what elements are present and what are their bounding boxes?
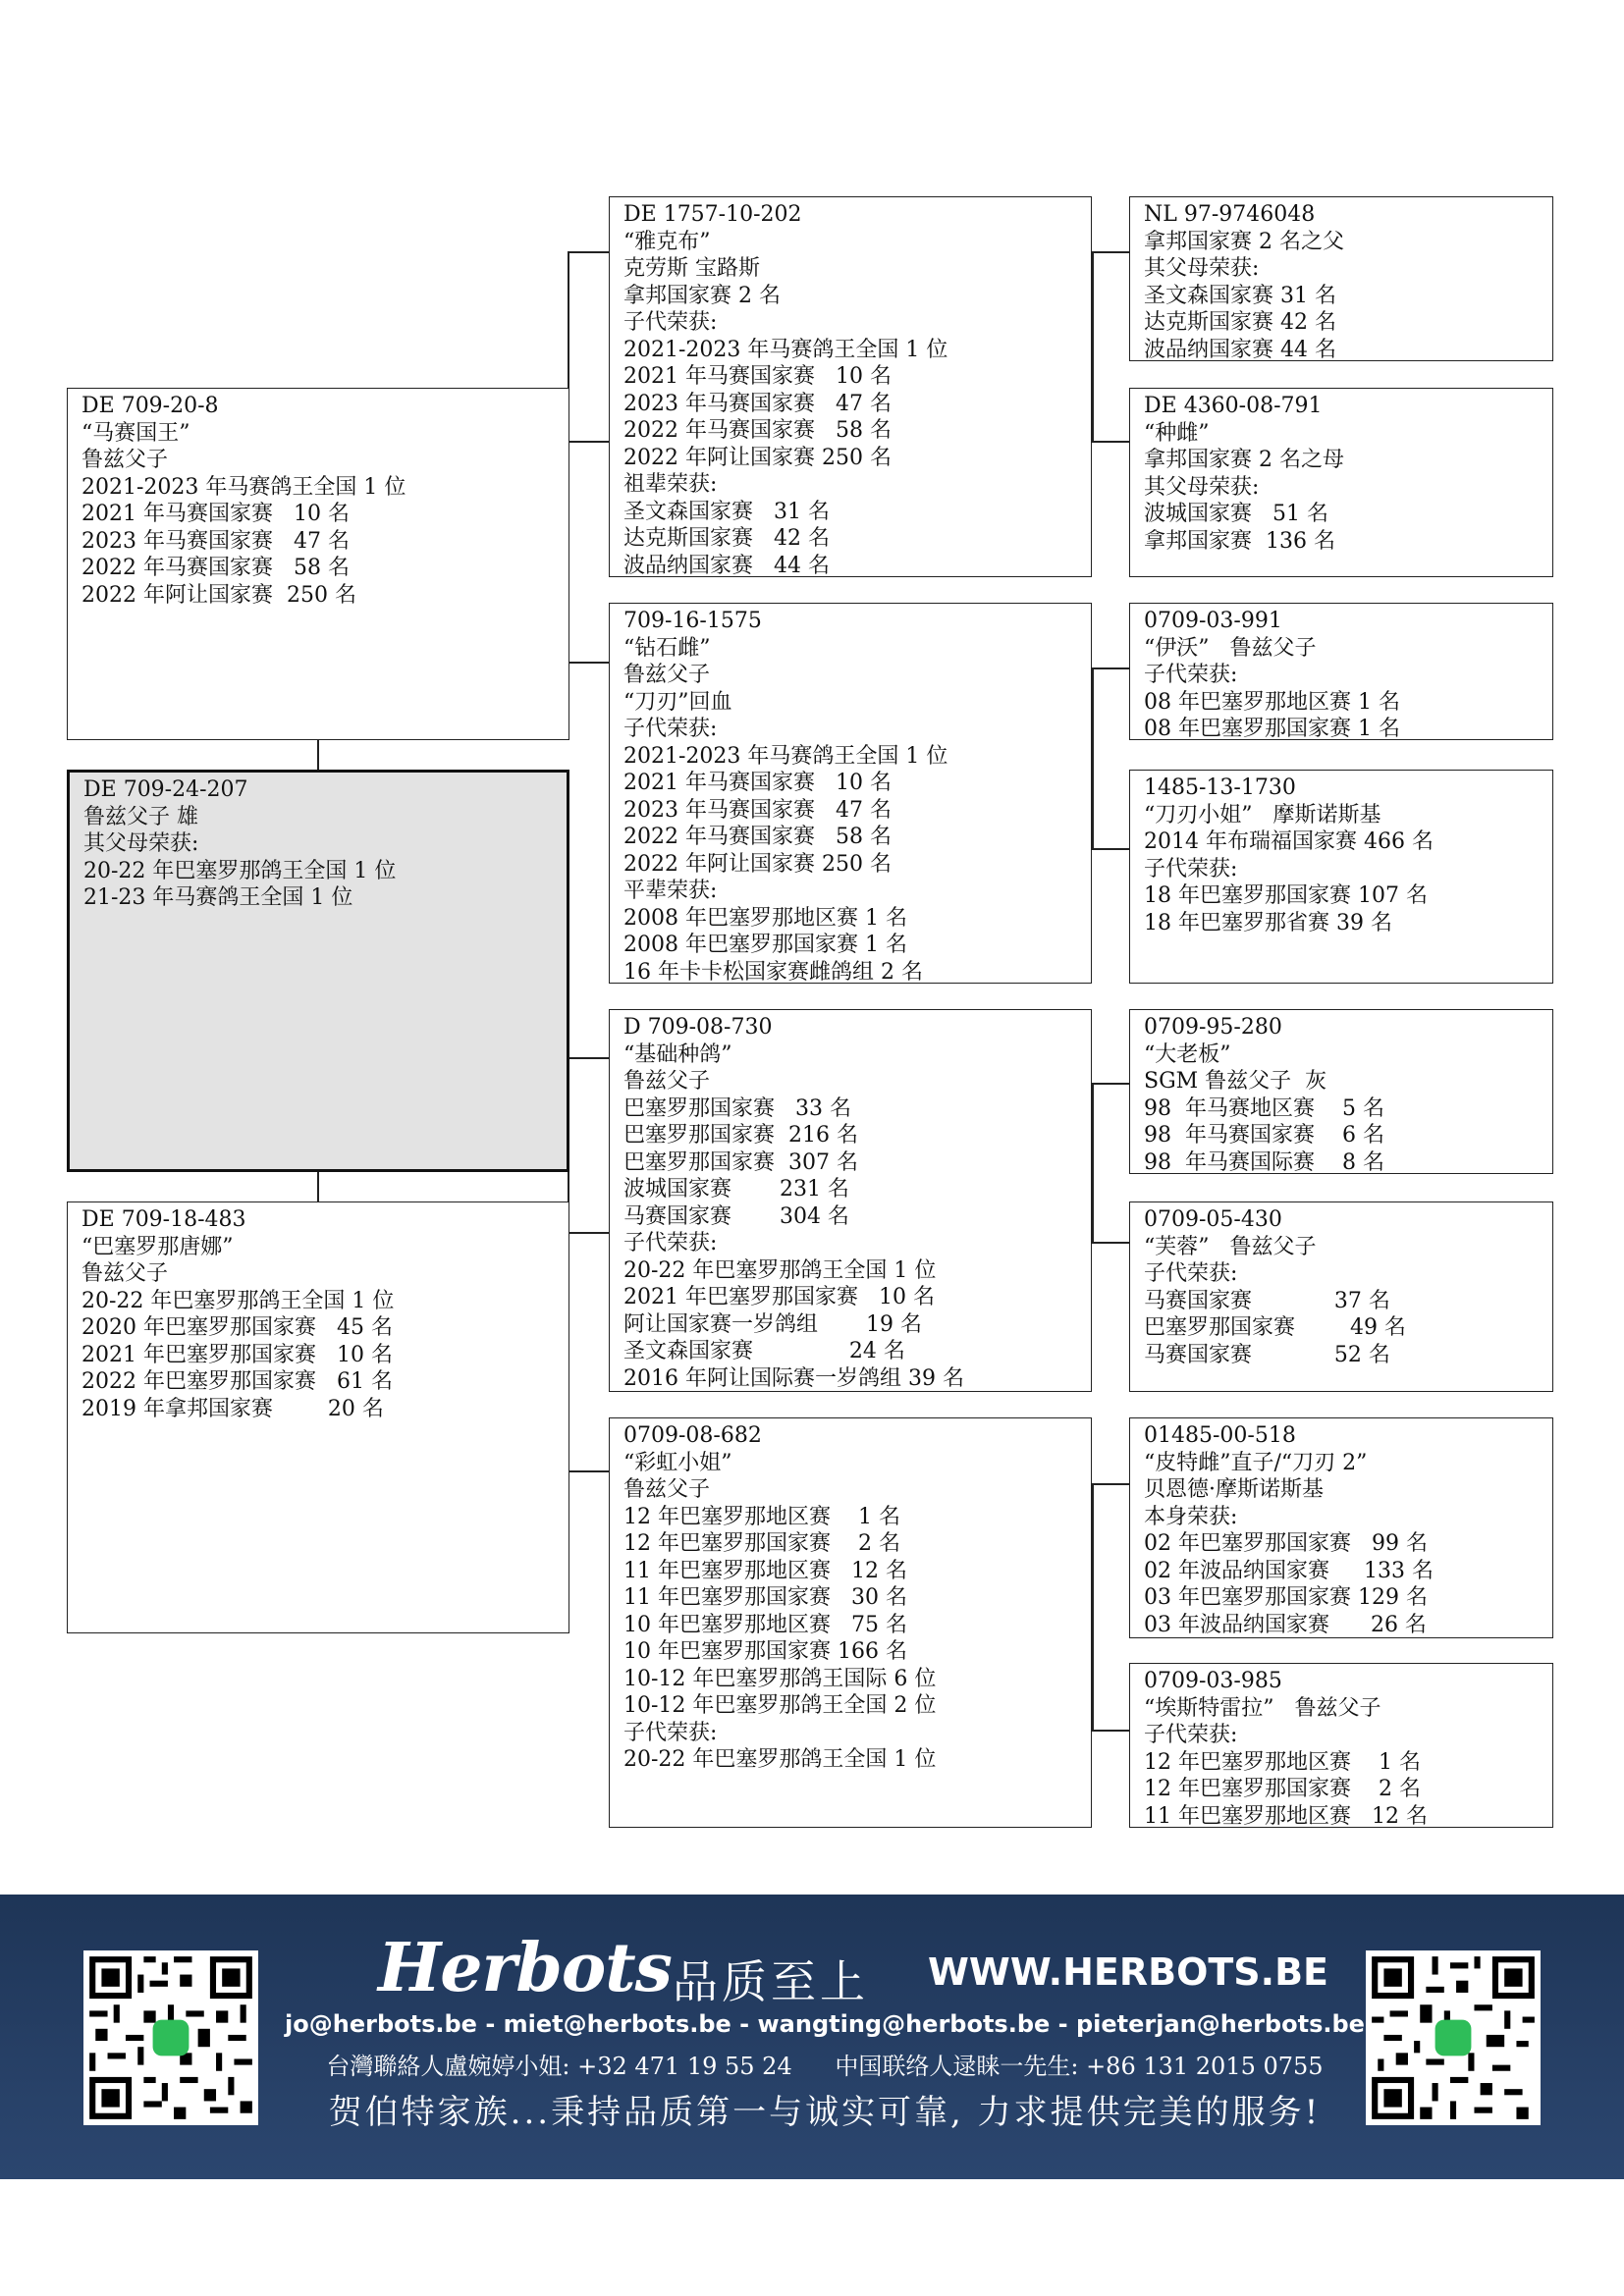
- card-line: 子代荣获:: [623, 717, 718, 741]
- ring-number: 0709-05-430: [1144, 1207, 1282, 1232]
- card-line: 2023 年马赛国家赛 47 名: [623, 391, 892, 416]
- card-line: 巴塞罗那国家赛 307 名: [623, 1149, 858, 1175]
- card-line: 2021 年巴塞罗那国家赛 10 名: [623, 1285, 935, 1309]
- card-line: 10-12 年巴塞罗那鸽王国际 6 位: [623, 1666, 937, 1691]
- connector: [1090, 667, 1129, 669]
- connector: [568, 1470, 609, 1472]
- connector: [317, 1172, 319, 1201]
- ring-number: 0709-03-985: [1144, 1669, 1282, 1693]
- ring-number: NL 97-9746048: [1144, 202, 1316, 227]
- card-line: 贝恩德·摩斯诺斯基: [1144, 1477, 1324, 1502]
- connector: [1090, 251, 1129, 253]
- connector: [317, 740, 319, 770]
- card-line: 2021 年巴塞罗那国家赛 10 名: [81, 1342, 393, 1367]
- card-line: 2016 年阿让国际赛一岁鸽组 39 名: [623, 1365, 964, 1391]
- motto: 贺伯特家族...秉持品质第一与诚实可靠, 力求提供完美的服务!: [328, 2093, 1322, 2132]
- card-line: 12 年巴塞罗那地区赛 1 名: [623, 1504, 900, 1529]
- card-line: 11 年巴塞罗那地区赛 12 名: [1144, 1803, 1428, 1829]
- footer-banner: [0, 1895, 1624, 2179]
- contact-china: 中国联络人逯睐一先生: +86 131 2015 0755: [835, 2053, 1324, 2080]
- card-line: 08 年巴塞罗那地区赛 1 名: [1144, 689, 1400, 715]
- connector: [1090, 1083, 1129, 1085]
- card-line: 2020 年巴塞罗那国家赛 45 名: [81, 1315, 393, 1340]
- qr-code-graphic: [83, 1950, 258, 2125]
- card-line: 02 年波品纳国家赛 133 名: [1144, 1558, 1434, 1583]
- card-line: 20-22 年巴塞罗那鸽王全国 1 位: [623, 1747, 937, 1772]
- herbots-logo: Herbots: [378, 1929, 672, 2007]
- card-line: 2022 年巴塞罗那国家赛 61 名: [81, 1369, 393, 1394]
- card-line: 98 年马赛国家赛 6 名: [1144, 1123, 1384, 1148]
- card-line: 12 年巴塞罗那国家赛 2 名: [623, 1531, 900, 1556]
- card-line: 2023 年马赛国家赛 47 名: [623, 797, 892, 823]
- card-line: 波品纳国家赛 44 名: [1144, 337, 1336, 362]
- ring-number: 0709-95-280: [1144, 1015, 1282, 1040]
- connector: [1092, 1242, 1129, 1244]
- card-line: 18 年巴塞罗那省赛 39 名: [1144, 910, 1392, 935]
- ring-number: 709-16-1575: [623, 609, 762, 633]
- card-line: 2023 年马赛国家赛 47 名: [81, 528, 350, 554]
- card-line: 本身荣获:: [1144, 1504, 1238, 1529]
- card-line: 克劳斯 宝路斯: [623, 256, 760, 281]
- card-line: “刀刃”回血: [623, 689, 732, 715]
- card-line: 阿让国家赛一岁鸽组 19 名: [623, 1311, 922, 1337]
- card-line: 10 年巴塞罗那地区赛 75 名: [623, 1612, 907, 1637]
- card-line: 巴塞罗那国家赛 216 名: [623, 1123, 858, 1148]
- card-line: 鲁兹父子 雄: [83, 804, 198, 829]
- dsd-card: [1129, 1201, 1553, 1392]
- card-line: “种雌”: [1144, 420, 1210, 446]
- card-line: 2022 年阿让国家赛 250 名: [623, 445, 892, 470]
- card-line: 2008 年巴塞罗那地区赛 1 名: [623, 905, 907, 931]
- subject-card: [67, 770, 569, 1172]
- sss-card: [1129, 196, 1553, 361]
- card-line: 祖辈荣获:: [623, 472, 718, 497]
- ring-number: DE 709-20-8: [81, 394, 219, 418]
- sds-card: [1129, 603, 1553, 740]
- card-line: 拿邦国家赛 2 名之母: [1144, 448, 1344, 472]
- slogan: 品质至上: [673, 1955, 869, 2008]
- card-line: “钻石雌”: [623, 635, 711, 661]
- card-line: “巴塞罗那唐娜”: [81, 1234, 234, 1259]
- ring-number: 01485-00-518: [1144, 1423, 1296, 1448]
- card-line: 子代荣获:: [1144, 1261, 1238, 1286]
- connector: [1092, 251, 1094, 442]
- card-line: 98 年马赛国际赛 8 名: [1144, 1149, 1384, 1175]
- card-line: 圣文森国家赛 24 名: [623, 1339, 905, 1363]
- card-line: 11 年巴塞罗那地区赛 12 名: [623, 1558, 907, 1583]
- card-line: “皮特雌”直子/“刀刃 2”: [1144, 1450, 1368, 1475]
- card-line: 12 年巴塞罗那地区赛 1 名: [1144, 1749, 1421, 1775]
- card-line: 鲁兹父子: [623, 663, 711, 687]
- connector: [568, 1232, 609, 1234]
- ssd-card: [1129, 388, 1553, 577]
- ring-number: DE 1757-10-202: [623, 202, 802, 227]
- card-line: 拿邦国家赛 136 名: [1144, 528, 1335, 554]
- card-line: 11 年巴塞罗那国家赛 30 名: [623, 1585, 907, 1610]
- card-line: 子代荣获:: [1144, 856, 1238, 881]
- card-line: 10-12 年巴塞罗那鸽王全国 2 位: [623, 1693, 937, 1718]
- card-line: 08 年巴塞罗那国家赛 1 名: [1144, 717, 1400, 741]
- connector: [1092, 848, 1129, 850]
- card-line: 巴塞罗那国家赛 49 名: [1144, 1315, 1406, 1340]
- card-line: 2021-2023 年马赛鸽王全国 1 位: [623, 743, 948, 769]
- connector: [1092, 441, 1129, 443]
- card-line: 2021 年马赛国家赛 10 名: [81, 502, 350, 526]
- card-line: 达克斯国家赛 42 名: [1144, 310, 1336, 335]
- card-line: “伊沃” 鲁兹父子: [1144, 635, 1317, 661]
- card-line: 98 年马赛地区赛 5 名: [1144, 1095, 1384, 1121]
- card-line: 18 年巴塞罗那国家赛 107 名: [1144, 883, 1428, 908]
- ddd-card: [1129, 1663, 1553, 1828]
- card-line: SGM 鲁兹父子 灰: [1144, 1069, 1327, 1094]
- card-line: 马赛国家赛 37 名: [1144, 1288, 1390, 1313]
- card-line: 平辈荣获:: [623, 879, 718, 903]
- card-line: 其父母荣获:: [83, 831, 199, 856]
- ring-number: DE 709-18-483: [81, 1207, 246, 1232]
- dds-card: [1129, 1417, 1553, 1638]
- qr-code-left[interactable]: [83, 1950, 258, 2125]
- website-link[interactable]: WWW.HERBOTS.BE: [928, 1950, 1329, 1994]
- card-line: “基础种鸽”: [623, 1041, 732, 1067]
- card-line: 12 年巴塞罗那国家赛 2 名: [1144, 1777, 1421, 1801]
- sire-sire-card: [609, 196, 1092, 577]
- connector: [568, 251, 609, 253]
- ring-number: DE 4360-08-791: [1144, 394, 1323, 418]
- connector: [1092, 1483, 1094, 1731]
- card-line: “大老板”: [1144, 1041, 1231, 1067]
- connector: [1092, 1083, 1094, 1243]
- card-line: 2022 年马赛国家赛 58 名: [623, 418, 892, 443]
- card-line: 巴塞罗那国家赛 33 名: [623, 1095, 851, 1121]
- connector: [568, 441, 609, 443]
- dam-dam-card: [609, 1417, 1092, 1828]
- connector: [568, 662, 609, 664]
- card-line: 2022 年阿让国家赛 250 名: [623, 851, 892, 877]
- card-line: “刀刃小姐” 摩斯诺斯基: [1144, 802, 1381, 828]
- card-line: 20-22 年巴塞罗那鸽王全国 1 位: [83, 858, 397, 883]
- card-line: 2008 年巴塞罗那国家赛 1 名: [623, 933, 907, 957]
- card-line: 达克斯国家赛 42 名: [623, 526, 830, 551]
- card-line: 圣文森国家赛 31 名: [623, 499, 830, 524]
- card-line: “雅克布”: [623, 229, 711, 254]
- card-line: 21-23 年马赛鸽王全国 1 位: [83, 885, 353, 910]
- line-icon: [153, 2020, 189, 2056]
- ring-number: 1485-13-1730: [1144, 775, 1296, 800]
- qr-code-right[interactable]: [1366, 1950, 1541, 2125]
- dss-card: [1129, 1009, 1553, 1174]
- sire-dam-card: [609, 603, 1092, 984]
- sdd-card: [1129, 770, 1553, 984]
- card-line: 圣文森国家赛 31 名: [1144, 283, 1336, 308]
- card-line: 波城国家赛 51 名: [1144, 502, 1328, 526]
- connector: [1090, 1483, 1129, 1485]
- card-line: 2021-2023 年马赛鸽王全国 1 位: [81, 474, 406, 500]
- card-line: 子代荣获:: [1144, 663, 1238, 687]
- ring-number: 0709-03-991: [1144, 609, 1282, 633]
- card-line: 其父母荣获:: [1144, 256, 1260, 281]
- card-line: 鲁兹父子: [623, 1477, 711, 1502]
- card-line: 鲁兹父子: [623, 1069, 711, 1094]
- card-line: “芙蓉” 鲁兹父子: [1144, 1234, 1317, 1259]
- contact-taiwan: 台灣聯絡人盧婉婷小姐: +32 471 19 55 24: [326, 2053, 792, 2080]
- sire-card: [67, 388, 569, 740]
- email-list[interactable]: jo@herbots.be - miet@herbots.be - wangting@herbots.be - pieterjan@herbots.be: [285, 2010, 1365, 2038]
- card-line: 拿邦国家赛 2 名: [623, 283, 781, 308]
- card-line: 子代荣获:: [1144, 1723, 1238, 1747]
- card-line: 2021 年马赛国家赛 10 名: [623, 364, 892, 389]
- card-line: 03 年波品纳国家赛 26 名: [1144, 1612, 1427, 1637]
- card-line: 其父母荣获:: [1144, 474, 1260, 500]
- wechat-icon: [1435, 2020, 1472, 2056]
- card-line: 子代荣获:: [623, 310, 718, 335]
- card-line: 10 年巴塞罗那国家赛 166 名: [623, 1639, 907, 1664]
- card-line: 2021 年马赛国家赛 10 名: [623, 771, 892, 795]
- ring-number: DE 709-24-207: [83, 777, 248, 802]
- dam-sire-card: [609, 1009, 1092, 1392]
- connector: [568, 1057, 609, 1059]
- card-line: 2014 年布瑞福国家赛 466 名: [1144, 829, 1434, 854]
- card-line: 子代荣获:: [623, 1720, 718, 1745]
- connector: [1092, 1730, 1129, 1732]
- card-line: 2019 年拿邦国家赛 20 名: [81, 1396, 384, 1421]
- card-line: 鲁兹父子: [81, 1261, 169, 1286]
- card-line: 2021-2023 年马赛鸽王全国 1 位: [623, 337, 948, 362]
- brand-row: [378, 1929, 1329, 2008]
- card-line: 拿邦国家赛 2 名之父: [1144, 229, 1344, 254]
- card-line: 03 年巴塞罗那国家赛 129 名: [1144, 1585, 1428, 1610]
- card-line: “马赛国王”: [81, 420, 190, 446]
- card-line: 02 年巴塞罗那国家赛 99 名: [1144, 1531, 1428, 1556]
- dam-card: [67, 1201, 569, 1633]
- card-line: 20-22 年巴塞罗那鸽王全国 1 位: [623, 1257, 937, 1283]
- card-line: 波城国家赛 231 名: [623, 1177, 849, 1201]
- card-line: 20-22 年巴塞罗那鸽王全国 1 位: [81, 1288, 395, 1313]
- card-line: “彩虹小姐”: [623, 1450, 732, 1475]
- ring-number: 0709-08-682: [623, 1423, 762, 1448]
- card-line: 2022 年马赛国家赛 58 名: [623, 825, 892, 849]
- qr-code-graphic: [1366, 1950, 1541, 2125]
- card-line: 波品纳国家赛 44 名: [623, 553, 830, 578]
- card-line: 2022 年马赛国家赛 58 名: [81, 556, 350, 580]
- card-line: “埃斯特雷拉” 鲁兹父子: [1144, 1695, 1381, 1721]
- card-line: 马赛国家赛 304 名: [623, 1203, 849, 1229]
- contact-line: [285, 2047, 1365, 2081]
- connector: [1092, 667, 1094, 849]
- ring-number: D 709-08-730: [623, 1015, 773, 1040]
- card-line: 16 年卡卡松国家赛雌鸽组 2 名: [623, 959, 923, 985]
- card-line: 马赛国家赛 52 名: [1144, 1342, 1390, 1367]
- card-line: 鲁兹父子: [81, 448, 169, 472]
- card-line: 2022 年阿让国家赛 250 名: [81, 582, 356, 608]
- card-line: 子代荣获:: [623, 1231, 718, 1255]
